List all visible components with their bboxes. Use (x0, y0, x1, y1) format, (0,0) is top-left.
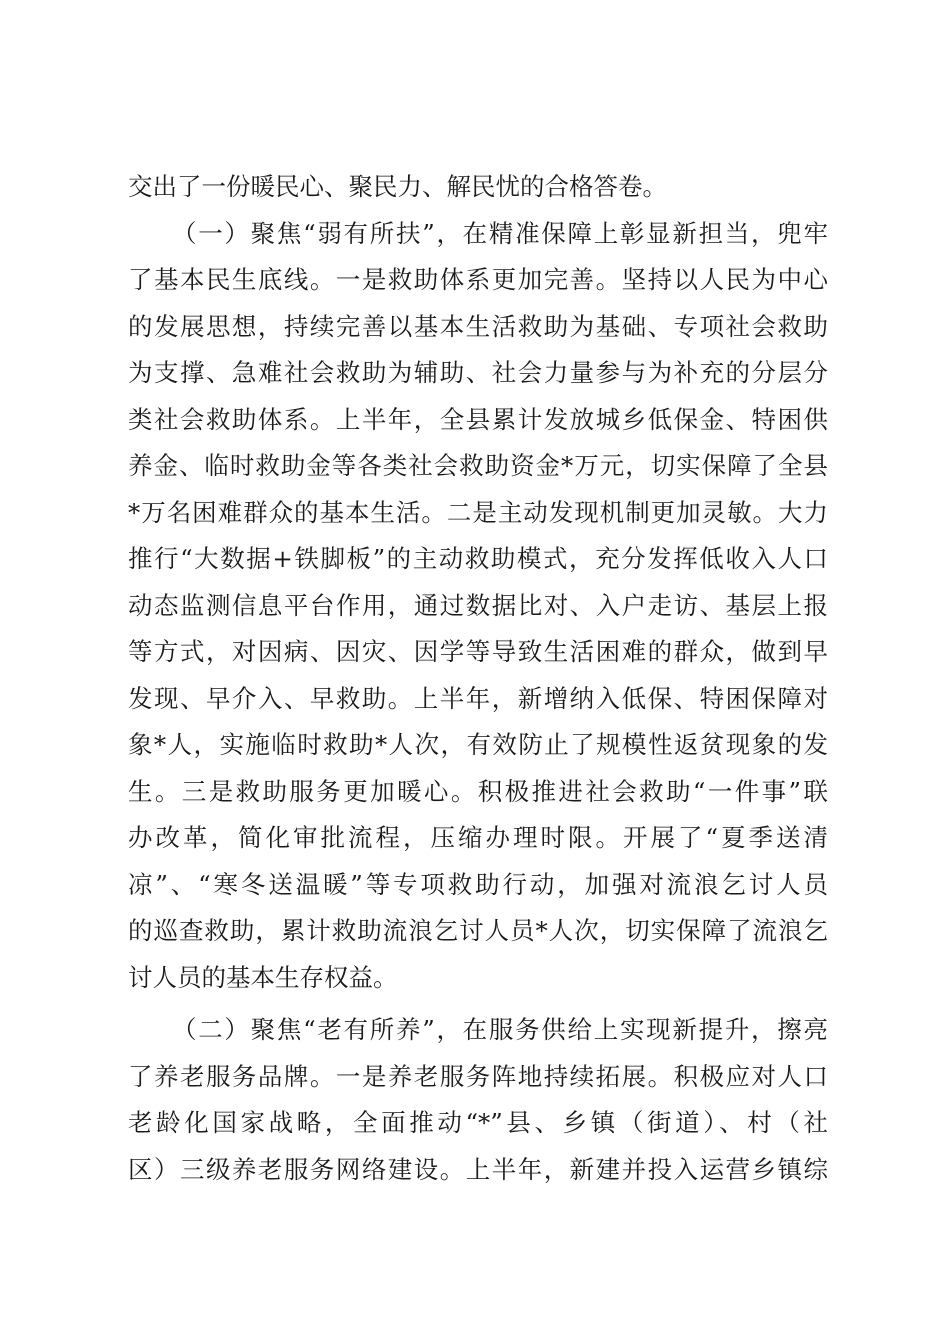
paragraph-line: 动态监测信息平台作用，通过数据比对、入户走访、基层上报 (128, 590, 828, 620)
paragraph-line: 老龄化国家战略，全面推动“*”县、乡镇（街道）、村（社 (128, 1108, 828, 1137)
paragraph-line: 发现、早介入、早救助。上半年，新增纳入低保、特困保障对 (128, 683, 828, 713)
paragraph-line: 生。三是救助服务更加暖心。积极推进社会救助“一件事”联 (128, 776, 828, 806)
body-text (128, 164, 828, 1193)
paragraph-line: 了养老服务品牌。一是养老服务阵地持续拓展。积极应对人口 (128, 1061, 828, 1091)
paragraph-line: 的发展思想，持续完善以基本生活救助为基础、专项社会救助 (128, 311, 828, 341)
paragraph-line: 的巡查救助，累计救助流浪乞讨人员*人次，切实保障了流浪乞 (128, 916, 828, 945)
paragraph-line: 为支撑、急难社会救助为辅助、社会力量参与为补充的分层分 (128, 358, 828, 387)
paragraph-line: 凉”、“寒冬送温暖”等专项救助行动，加强对流浪乞讨人员 (128, 869, 828, 899)
paragraph-line: 等方式，对因病、因灾、因学等导致生活困难的群众，做到早 (128, 637, 828, 666)
paragraph-line: 象*人，实施临时救助*人次，有效防止了规模性返贫现象的发 (128, 730, 828, 759)
paragraph-line: 了基本民生底线。一是救助体系更加完善。坚持以人民为中心 (128, 265, 828, 294)
section-heading-line: （一）聚焦“弱有所扶”，在精准保障上彰显新担当，兜牢 (172, 218, 828, 248)
paragraph-line: 交出了一份暖民心、聚民力、解民忧的合格答卷。 (128, 172, 667, 201)
paragraph-line: 类社会救助体系。上半年，全县累计发放城乡低保金、特困供 (128, 404, 828, 434)
paragraph-line: 推行“大数据+铁脚板”的主动救助模式，充分发挥低收入人口 (128, 544, 828, 573)
paragraph-line: 讨人员的基本生存权益。 (128, 962, 398, 992)
paragraph-line: 区）三级养老服务网络建设。上半年，新建并投入运营乡镇综 (128, 1154, 828, 1184)
paragraph-line: 办改革，简化审批流程，压缩办理时限。开展了“夏季送清 (128, 823, 828, 852)
paragraph-line: *万名困难群众的基本生活。二是主动发现机制更加灵敏。大力 (128, 497, 828, 527)
paragraph-line: 养金、临时救助金等各类社会救助资金*万元，切实保障了全县 (128, 451, 828, 480)
section-heading-line: （二）聚焦“老有所养”，在服务供给上实现新提升，擦亮 (172, 1015, 828, 1044)
